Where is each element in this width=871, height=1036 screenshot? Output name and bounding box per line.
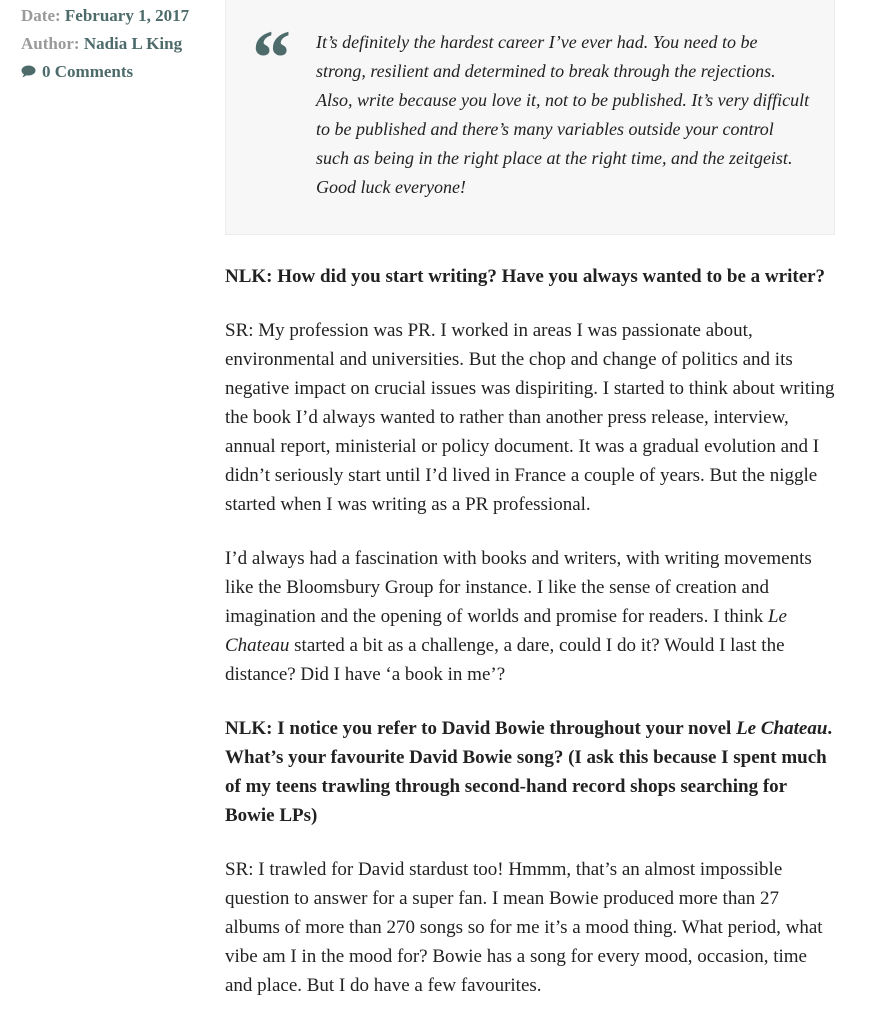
answer-2: SR: I trawled for David stardust too! Hmmm, that’s an almost impossible question to answer for a super fan. I mean Bowie produced more than 27 albums of more than 270 songs so for me it’s a mood thing. What period, what vibe am I in the mood for? Bowie has a song for every mood, occasion, time and place. But I do have a few favourites. xyxy=(225,859,823,996)
answer-1b-text-end: started a bit as a challenge, a dare, could I do it? Would I last the distance? Did I have ‘a book in me’? xyxy=(225,635,785,685)
speech-bubble-icon xyxy=(21,59,36,87)
question-1: NLK: How did you start writing? Have you always wanted to be a writer? xyxy=(225,266,826,287)
article-body xyxy=(225,262,837,1025)
author-link[interactable]: Nadia L King xyxy=(83,34,183,53)
comments-count: 0 Comments xyxy=(42,62,134,81)
question-2-text: NLK: I notice you refer to David Bowie throughout your novel xyxy=(225,718,737,739)
question-2-text-end: . What’s your favourite David Bowie song? (I ask this because I spent much of my teens trawling through second-hand record shops searching for Bowie LPs) xyxy=(225,718,833,826)
pull-quote xyxy=(225,0,835,235)
answer-1: SR: My profession was PR. I worked in areas I was passionate about, environmental and universities. But the chop and change of politics and its negative impact on crucial issues was dispiriting. I started to think about writing the book I’d always wanted to rather than another press release, interview, annual report, ministerial or policy document. It was a gradual evolution and I didn’t seriously start until I’d lived in France a couple of years. But the niggle started when I was writing as a PR professional. xyxy=(225,320,835,515)
author-label: Author: xyxy=(21,34,80,53)
post-meta xyxy=(21,2,211,87)
question-2 xyxy=(225,714,837,830)
pull-quote-text: It’s definitely the hardest career I’ve ever had. You need to be strong, resilient and determined to break through the rejections. Also, write because you love it, not to be published. It’s very difficult to be published and there’s many variables outside your control such as being in the right place at the right time, and the zeitgeist. Good luck everyone! xyxy=(316,32,810,197)
answer-1b-text: I’d always had a fascination with books and writers, with writing movements like the Bloomsbury Group for instance. I like the sense of creation and imagination and the opening of worlds and promise for readers. I think xyxy=(225,548,812,627)
comments-link[interactable] xyxy=(21,58,211,87)
book-title: Le Chateau xyxy=(225,606,787,656)
date-label: Date: xyxy=(21,6,61,25)
post-date xyxy=(21,2,211,30)
book-title: Le Chateau xyxy=(736,718,828,739)
post-author xyxy=(21,30,211,58)
date-value[interactable]: February 1, 2017 xyxy=(64,6,190,25)
quote-mark-icon: “ xyxy=(252,14,291,101)
answer-1-continued xyxy=(225,544,837,689)
